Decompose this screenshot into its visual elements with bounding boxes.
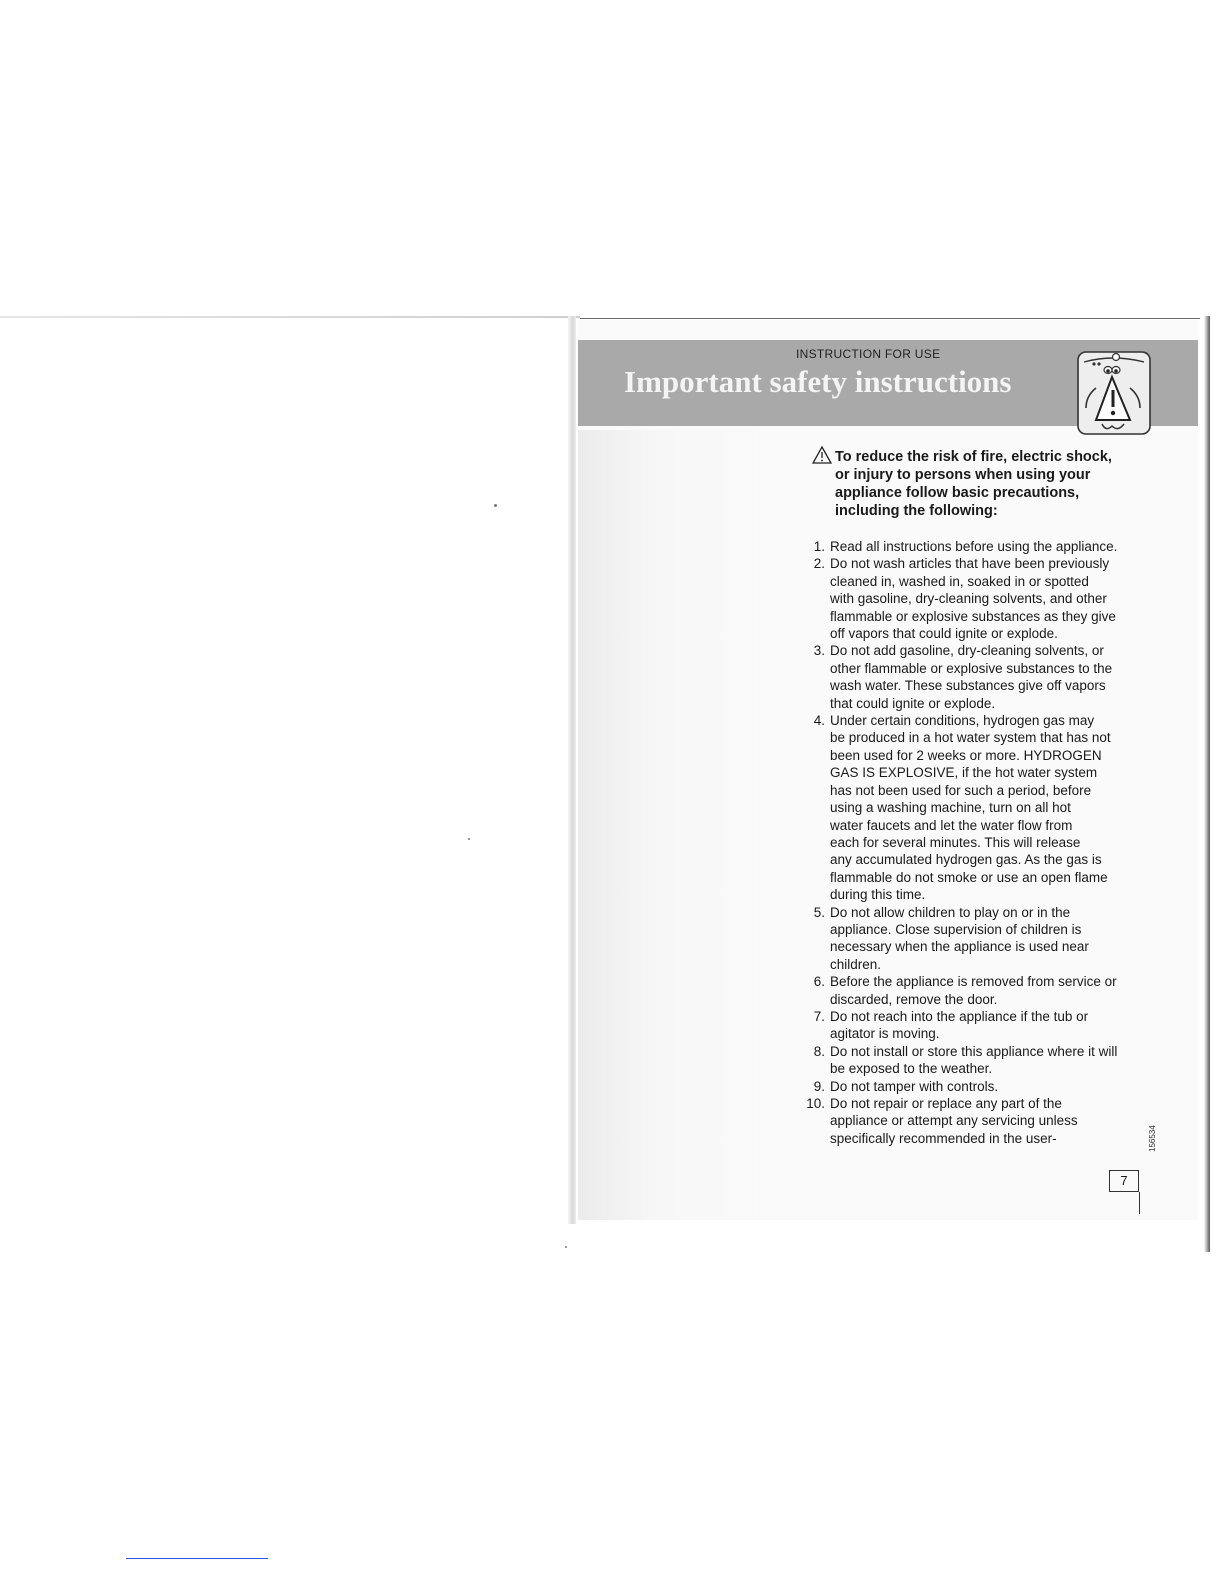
warning-line: To reduce the risk of fire, electric shock, (835, 449, 1112, 465)
instruction-text (803, 1095, 1159, 1147)
instruction-line: any accumulated hydrogen gas. As the gas is (830, 852, 1102, 868)
header-label: INSTRUCTION FOR USE (796, 347, 941, 361)
instruction-item (803, 1078, 1159, 1095)
instruction-line: each for several minutes. This will release (830, 834, 1081, 850)
scan-speck (565, 1246, 567, 1248)
warning-triangle-icon (812, 446, 832, 464)
instruction-line: be exposed to the weather. (830, 1061, 993, 1077)
instruction-line: Do not add gasoline, dry-cleaning solvents, or (830, 643, 1104, 659)
scan-speck (494, 504, 497, 507)
page-fold-shadow (578, 430, 778, 1220)
instruction-text (803, 1078, 1159, 1095)
right-page-edge (1204, 316, 1210, 1252)
warning-notice (812, 444, 1152, 524)
instruction-text (803, 1043, 1159, 1078)
instruction-number: 6. (813, 974, 825, 990)
scan-edge-top (0, 316, 580, 318)
instruction-line: Do not allow children to play on or in the (830, 904, 1071, 920)
instruction-number: 5. (813, 904, 825, 920)
instruction-line: appliance or attempt any servicing unless (830, 1113, 1078, 1129)
instruction-line: specifically recommended in the user- (830, 1130, 1057, 1146)
instruction-line: agitator is moving. (830, 1026, 940, 1042)
top-rule (580, 318, 1200, 319)
instruction-line: appliance. Close supervision of children is (830, 921, 1082, 937)
scan-artifact-line (126, 1558, 268, 1559)
instruction-line: that could ignite or explode. (830, 695, 996, 711)
instruction-line: Do not wash articles that have been previously (830, 556, 1110, 572)
instruction-text (803, 1008, 1159, 1043)
instruction-item (803, 1008, 1159, 1043)
instruction-item (803, 1095, 1159, 1147)
instruction-line: Do not repair or replace any part of the (830, 1096, 1062, 1111)
instruction-line: using a washing machine, turn on all hot (830, 800, 1071, 816)
instruction-text (803, 973, 1159, 1008)
warning-line: including the following: (835, 503, 998, 519)
instruction-item (803, 712, 1159, 903)
instruction-line: has not been used for such a period, before (830, 782, 1092, 798)
instruction-item (803, 555, 1159, 642)
instruction-line: cleaned in, washed in, soaked in or spotted (830, 573, 1089, 589)
instruction-number: 7. (813, 1008, 825, 1024)
warning-line: appliance follow basic precautions, (835, 485, 1080, 501)
washing-machine-mascot-icon (1072, 350, 1154, 436)
left-page-edge (568, 316, 576, 1224)
instruction-line: flammable do not smoke or use an open flame (830, 869, 1108, 885)
page-number-tick (1139, 1192, 1140, 1214)
instruction-line: Do not install or store this appliance where it will (830, 1043, 1118, 1059)
instruction-text (803, 555, 1159, 642)
instruction-line: with gasoline, dry-cleaning solvents, and other (830, 591, 1107, 607)
instruction-line: flammable or explosive substances as they give (830, 608, 1116, 624)
instruction-number: 3. (813, 643, 825, 659)
instruction-line: Read all instructions before using the appliance. (830, 539, 1118, 554)
instruction-line: children. (830, 956, 882, 972)
instruction-line: discarded, remove the door. (830, 991, 998, 1007)
instruction-line: GAS IS EXPLOSIVE, if the hot water system (830, 765, 1098, 781)
instruction-line: Do not reach into the appliance if the tub or (830, 1008, 1089, 1024)
instruction-item (803, 538, 1159, 555)
instruction-item (803, 642, 1159, 712)
instruction-item (803, 904, 1159, 974)
scan-speck (468, 838, 470, 840)
instruction-number: 1. (813, 539, 825, 554)
instruction-number: 8. (813, 1043, 825, 1059)
instruction-line: be produced in a hot water system that has not (830, 730, 1111, 746)
warning-text (835, 448, 1155, 520)
instruction-number: 2. (813, 556, 825, 572)
instruction-line: off vapors that could ignite or explode. (830, 626, 1058, 642)
instruction-item (803, 973, 1159, 1008)
instruction-line: other flammable or explosive substances to the (830, 660, 1113, 676)
instruction-number: 9. (813, 1078, 825, 1094)
instruction-text (803, 642, 1159, 712)
instruction-line: during this time. (830, 887, 926, 903)
page-number: 7 (1109, 1170, 1139, 1192)
instruction-item (803, 1043, 1159, 1078)
instruction-number: 4. (813, 713, 825, 729)
instruction-line: Do not tamper with controls. (830, 1078, 999, 1094)
safety-instructions-list (803, 538, 1159, 1147)
instruction-text (803, 904, 1159, 974)
instruction-text (803, 712, 1159, 903)
warning-line: or injury to persons when using your (835, 467, 1091, 483)
instruction-line: Before the appliance is removed from service or (830, 974, 1117, 990)
instruction-line: wash water. These substances give off vapors (830, 678, 1106, 694)
instruction-line: Under certain conditions, hydrogen gas may (830, 713, 1095, 729)
instruction-line: water faucets and let the water flow from (830, 817, 1073, 833)
instruction-line: necessary when the appliance is used near (830, 939, 1089, 955)
page-title: Important safety instructions (624, 364, 1012, 399)
instruction-number: 10. (806, 1096, 825, 1111)
document-code: 156534 (1148, 1125, 1157, 1152)
instruction-text (803, 538, 1159, 555)
instruction-line: been used for 2 weeks or more. HYDROGEN (830, 747, 1102, 763)
